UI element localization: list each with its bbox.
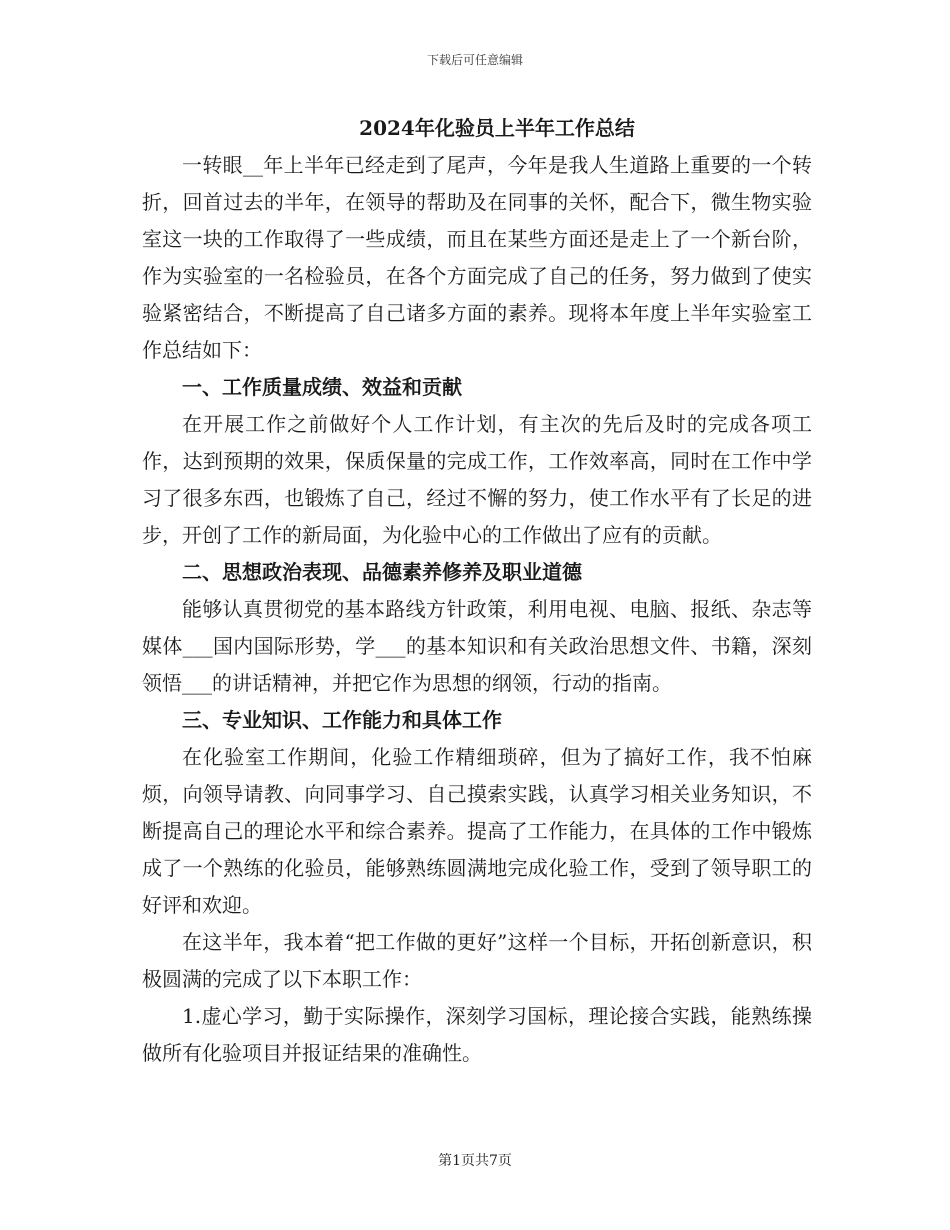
page-header-note: 下载后可任意编辑 bbox=[426, 53, 523, 67]
section-heading-2: 二、思想政治表现、品德素养修养及职业道德 bbox=[182, 560, 582, 584]
section-3-paragraph: 在化验室工作期间，化验工作精细琐碎，但为了搞好工作，我不怕麻烦，向领导请教、向同事学习、自己摸索实践，认真学习相关业务知识，不断提高自己的理论水平和综合素养。提高了工作能力，在具体的工作中锻炼成了一个熟练的化验员，能够熟练圆满地完成化验工作，受到了领导职工的好评和欢迎。 bbox=[142, 745, 812, 917]
list-item-1: 1.虚心学习，勤于实际操作，深刻学习国标，理论接合实践，能熟练操做所有化验项目并报证结果的准确性。 bbox=[142, 1004, 812, 1065]
document-body bbox=[142, 110, 812, 1072]
section-1-paragraph: 在开展工作之前做好个人工作计划，有主次的先后及时的完成各项工作，达到预期的效果，保质保量的完成工作，工作效率高，同时在工作中学习了很多东西，也锻炼了自己，经过不懈的努力，使工作水平有了长足的进步，开创了工作的新局面，为化验中心的工作做出了应有的贡献。 bbox=[142, 412, 812, 547]
section-2-paragraph: 能够认真贯彻党的基本路线方针政策，利用电视、电脑、报纸、杂志等媒体___国内国际形势，学___的基本知识和有关政治思想文件、书籍，深刻领悟___的讲话精神，并把它作为思想的纲领，行动的指南。 bbox=[142, 597, 812, 695]
section-heading-1: 一、工作质量成绩、效益和贡献 bbox=[182, 375, 462, 399]
document-title: 2024年化验员上半年工作总结 bbox=[359, 116, 635, 140]
intro-paragraph: 一转眼__年上半年已经走到了尾声，今年是我人生道路上重要的一个转折，回首过去的半年，在领导的帮助及在同事的关怀，配合下，微生物实验室这一块的工作取得了一些成绩，而且在某些方面还是走上了一个新台阶，作为实验室的一名检验员，在各个方面完成了自己的任务，努力做到了使实验紧密结合，不断提高了自己诸多方面的素养。现将本年度上半年实验室工作总结如下： bbox=[142, 153, 812, 362]
section-3-paragraph-2: 在这半年，我本着“把工作做的更好”这样一个目标，开拓创新意识，积极圆满的完成了以下本职工作： bbox=[142, 930, 812, 991]
page-number: 第1页共7页 bbox=[438, 1153, 512, 1169]
section-heading-3: 三、专业知识、工作能力和具体工作 bbox=[182, 708, 502, 732]
